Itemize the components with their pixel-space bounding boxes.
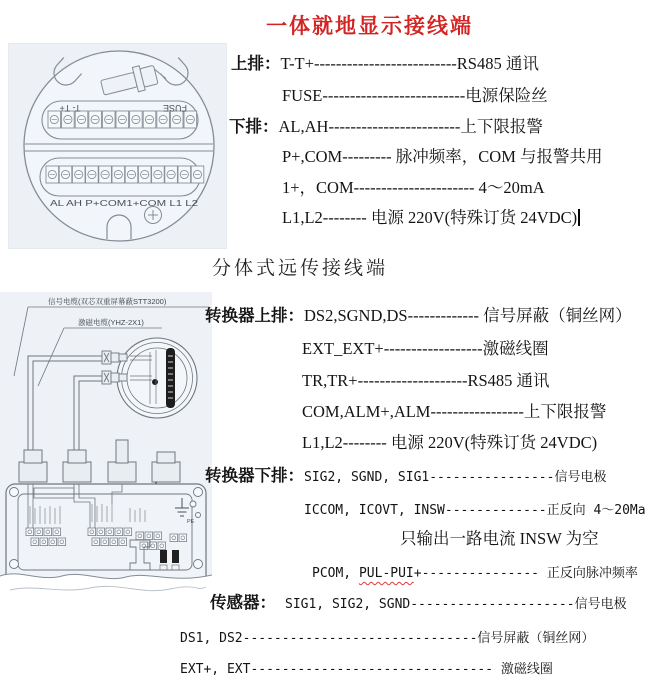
row-text: DS2,SGND,DS------------- 信号屏蔽（铜丝网） [304, 306, 632, 325]
row-label: 转换器下排： [205, 466, 304, 485]
row-text-pre: PCOM, [312, 566, 359, 581]
wiring-row [304, 499, 646, 519]
row-text: FUSE--------------------------电源保险丝 [282, 86, 548, 105]
wiring-row [302, 371, 550, 391]
row-text: P+,COM--------- 脉冲频率，COM 与报警共用 [282, 147, 603, 166]
wiring-row [282, 208, 580, 228]
wiring-row [229, 117, 543, 137]
wiring-row [205, 466, 606, 486]
wiring-row [180, 658, 553, 678]
wiring-row [205, 306, 632, 326]
row-text: EXT+, EXT------------------------------- 激磁线圈 [180, 662, 553, 677]
ground-label: PE [187, 519, 195, 525]
row-text: ICCOM, ICOVT, INSW-------------正反向 4～20Ma [304, 503, 646, 518]
wiring-row [302, 402, 606, 422]
row-label: 上排： [231, 54, 281, 73]
row-text: COM,ALM+,ALM-----------------上下限报警 [302, 402, 607, 421]
wiring-row [282, 178, 545, 198]
row-text-post: +--------------- 正反向脉冲频率 [413, 566, 638, 581]
row-text: L1,L2-------- 电源 220V(特殊订货 24VDC) [302, 433, 598, 452]
row-text: EXT_EXT+------------------激磁线圈 [302, 339, 549, 358]
row-text: 1+，COM---------------------- 4～20mA [282, 178, 545, 197]
row-text: TR,TR+--------------------RS485 通讯 [302, 371, 550, 390]
wiring-row [302, 433, 597, 453]
row-text: L1,L2-------- 电源 220V(特殊订货 24VDC) [282, 208, 578, 227]
split-converter-diagram [0, 292, 212, 604]
wiring-row-note [400, 529, 599, 549]
excitation-cable-label: 激磁电缆(YHZ-2X1) [78, 318, 144, 327]
signal-cable-label: 信号电缆(双芯双重屏幕蔽STT3200) [48, 297, 167, 306]
row-label: 传感器： [210, 593, 276, 612]
wiring-row [302, 339, 549, 359]
wiring-row [210, 593, 627, 613]
section-subtitle: 分体式远传接线端 [212, 258, 389, 279]
terminal-label-fuse: FUSE [162, 103, 188, 113]
terminal-label-t-minus-t-plus: T- T+ [59, 103, 81, 113]
row-text: SIG1, SIG2, SGND---------------------信号电极 [285, 597, 627, 612]
row-text: AL,AH------------------------上下限报警 [278, 117, 543, 136]
wiring-row [282, 86, 548, 106]
row-text: DS1, DS2------------------------------信号屏蔽（铜丝网） [180, 631, 595, 646]
text-cursor [578, 209, 580, 226]
terminal-label-bottom-row: AL AH P+COM1+COM L1 L2 [50, 198, 199, 208]
page-title: 一体就地显示接线端 [266, 14, 473, 38]
wiring-row [282, 147, 603, 167]
sensor-coil [117, 338, 197, 418]
wiring-row [231, 54, 539, 74]
row-text: T-T+--------------------------RS485 通讯 [280, 54, 539, 73]
wiring-row [180, 627, 594, 647]
wiring-row [312, 562, 638, 582]
row-label: 下排： [229, 117, 279, 136]
row-label: 转换器上排： [205, 306, 304, 325]
integrated-terminal-diagram [8, 43, 227, 249]
row-text: 只输出一路电流 INSW 为空 [400, 529, 599, 548]
row-text: SIG2, SGND, SIG1----------------信号电极 [304, 470, 607, 485]
row-text-spellcheck: PUL-PUI [358, 566, 414, 581]
